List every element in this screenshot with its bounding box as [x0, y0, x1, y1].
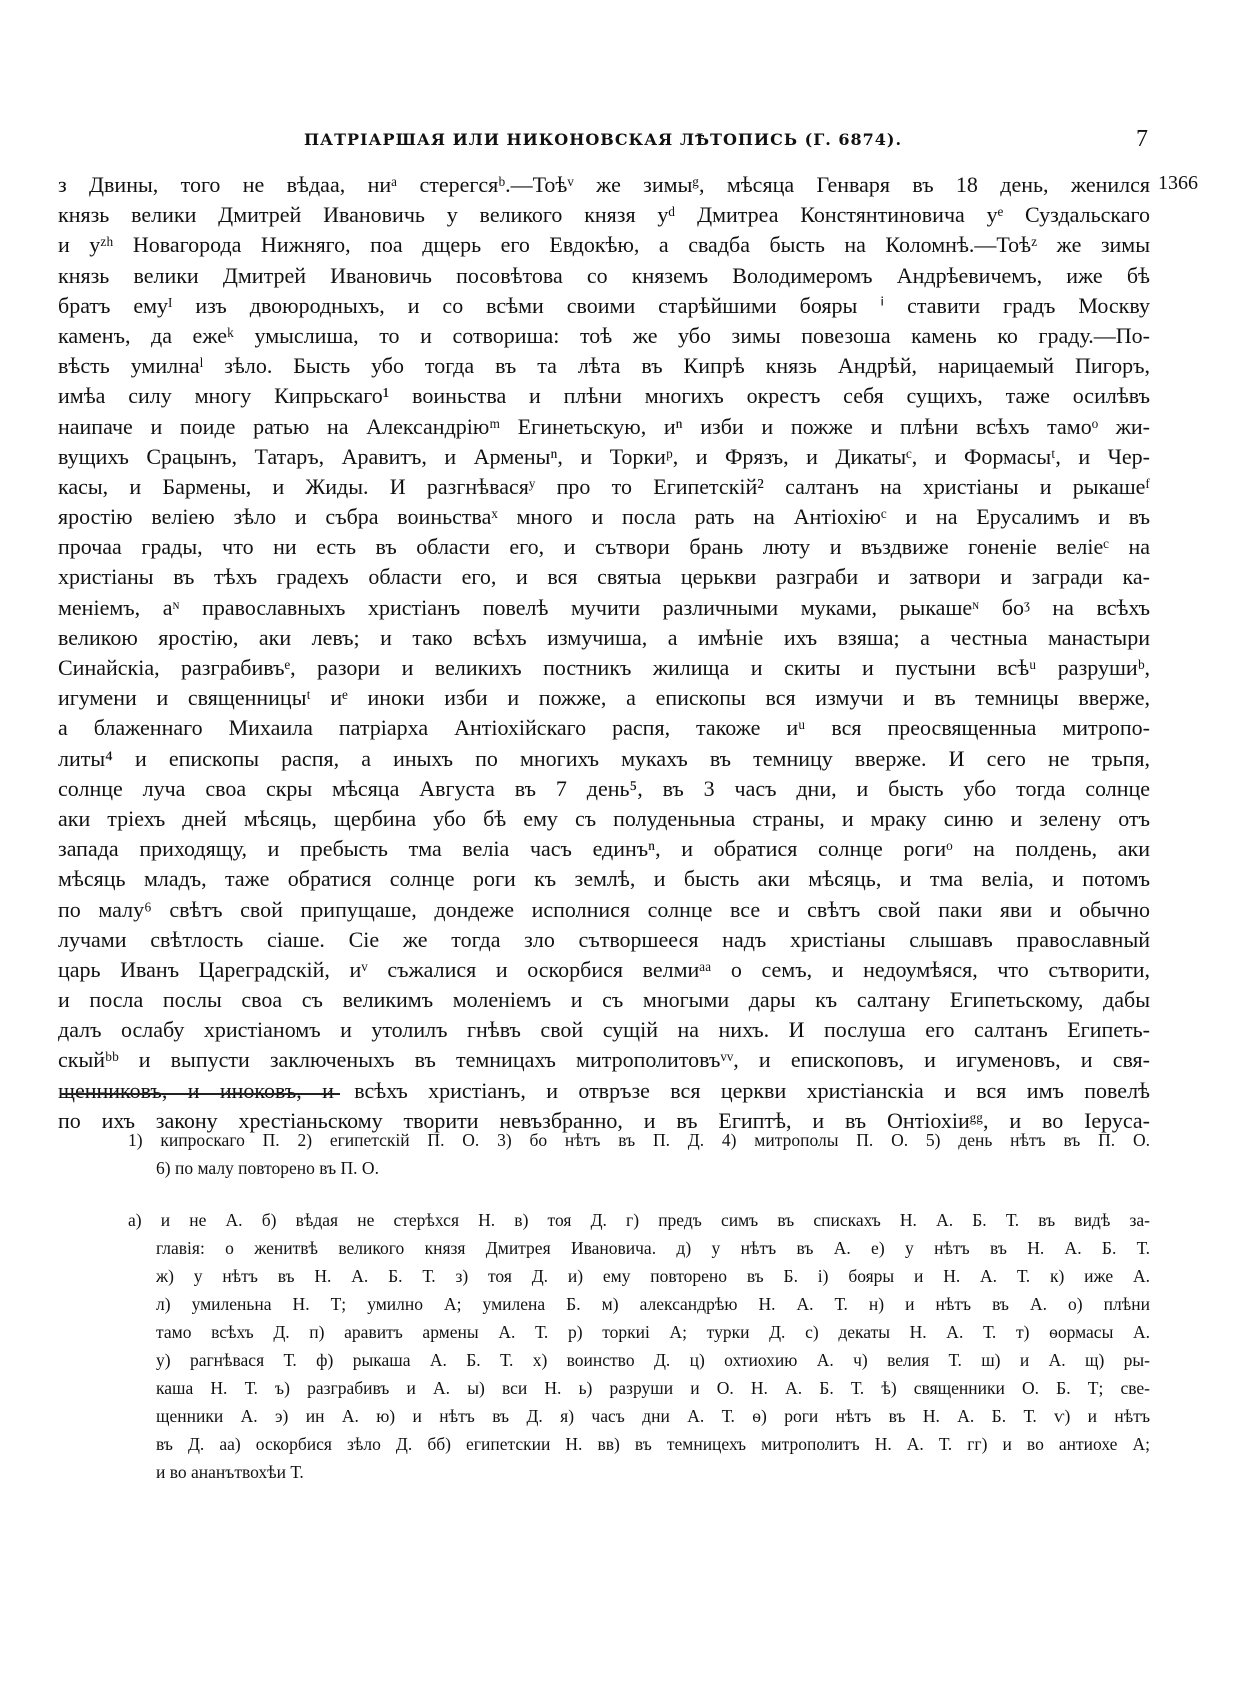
numbered-variants [128, 1126, 1150, 1182]
text-line: и уᶻʰ Новагорода Нижняго, поа дщерь его Евдокѣю, а свадба бысть на Коломнѣ.—Тоѣᶻ же зимы [58, 232, 1150, 258]
text-line: литы⁴ и епископы распя, а иныхъ по многихъ мукахъ въ темницу вверже. И сего не трьпя, [58, 745, 1150, 771]
note-line: а) и не А. б) вѣдая не стерѣхся Н. в) тоя Д. г) предъ симъ въ спискахъ Н. А. Б. Т. въ видѣ за- [128, 1210, 1150, 1230]
text-line: братъ емуᴵ изъ двоюродныхъ, и со всѣми своими старѣйшими бояры ⁱ ставити градъ Москву [58, 292, 1150, 318]
text-line: царь Иванъ Цареградскій, иᵛ съжалися и оскорбися велмиᵃᵃ о семъ, и недоумѣяся, что сътворити, [58, 956, 1150, 982]
note-line: у) рагнѣвася Т. ф) рыкаша А. Б. Т. х) воинство Д. ц) охтиохию А. ч) велия Т. ш) и А. щ) ры- [156, 1350, 1150, 1370]
text-line: прочаа грады, что ни есть въ области его, и сътвори брань люту и въздвиже гоненіе веліеᶜ на [58, 534, 1150, 560]
margin-year: 1366 [1158, 172, 1198, 194]
text-line: игумени и священницыᵗ иᵉ иноки изби и пожже, а епископы вся измучи и въ темницы вверже, [58, 685, 1150, 711]
text-line: скыйᵇᵇ и выпусти заключеныхъ въ темницахъ митрополитовъᵛᵛ, и епископовъ, и игуменовъ, и свя- [58, 1047, 1150, 1073]
lettered-notes [128, 1206, 1150, 1486]
note-line: щенники А. э) ин А. ю) и нѣтъ въ Д. я) часъ дни А. Т. ѳ) роги нѣтъ въ Н. А. Б. Т. ѵ) и нѣтъ [156, 1406, 1150, 1426]
variant-line: 1) кипроскаго П. 2) египетскій П. О. 3) бо нѣтъ въ П. Д. 4) митрополы П. О. 5) день нѣтъ въ П. О. [128, 1130, 1150, 1150]
text-line: по малу⁶ свѣтъ свой припущаше, дондеже исполнися солнце все и свѣтъ свой паки яви и обычно [58, 896, 1150, 922]
note-line: въ Д. аа) оскорбися зѣло Д. бб) египетскии Н. вв) въ темницехъ митрополитъ Н. А. Т. гг) и во антиохе А; [156, 1434, 1150, 1454]
text-line: имѣа силу многу Кипрьскаго¹ воиньства и плѣни многихъ окрестъ себя сущихъ, таже осилѣвъ [58, 383, 1150, 409]
text-line: великою яростію, аки левъ; и тако всѣхъ измучиша, а имѣніе ихъ взяша; а честныа манастыри [58, 624, 1150, 650]
text-line: запада приходящу, и пребысть тма веліа часъ единъⁿ, и обратися солнце рогиᵒ на полдень, аки [58, 836, 1150, 862]
text-line: вущихъ Срацынъ, Татаръ, Аравитъ, и Арменыⁿ, и Торкиᵖ, и Фрязъ, и Дикатыᶜ, и Формасыᵗ, и Чер- [58, 443, 1150, 469]
text-line: христіаны въ тѣхъ градехъ области его, и вся святыа церькви разграби и затвори и загради ка- [58, 564, 1150, 590]
text-line: Синайскіа, разграбивъᵉ, разори и великихъ постникъ жилища и скиты и пустыни всѣᵘ разрушиᵇ, [58, 655, 1150, 680]
footnote-rule [60, 1093, 340, 1095]
note-line: л) умиленьна Н. Т; умилно А; умилена Б. м) александрѣю Н. А. Т. н) и нѣтъ въ А. о) плѣни [156, 1294, 1150, 1314]
text-line: мѣсяць младъ, таже обратися солнце роги къ землѣ, и бысть аки мѣсяць, и тма веліа, и потомъ [58, 866, 1150, 892]
text-line: а блаженнаго Михаила патріарха Антіохійскаго распя, такоже иᵘ вся преосвященныа митропо- [58, 715, 1150, 741]
text-line: щенниковъ, и иноковъ, и всѣхъ христіанъ, и отвръзе вся церкви христіанскіа и вся имъ повелѣ [58, 1077, 1150, 1103]
text-line: и посла послы своа съ великимъ моленіемъ и съ многыми дары къ салтану Египетьскому, дабы [58, 987, 1150, 1013]
text-line: лучами свѣтлость сіаше. Сіе же тогда зло сътворшееся надъ христіаны слышавъ православный [58, 926, 1150, 952]
running-head [58, 126, 1148, 154]
page-number: 7 [1136, 126, 1148, 152]
text-line: по ихъ закону хрестіаньскому творити невъзбранно, и въ Египтѣ, и въ Онтіохіиᵍᵍ, и во Іеруса- [58, 1107, 1150, 1133]
text-line: каменъ, да ежеᵏ умыслиша, то и сотвориша: тоѣ же убо зимы повезоша камень ко граду.—По- [58, 322, 1150, 348]
text-line: яростію веліею зѣло и събра воиньстваˣ много и посла рать на Антіохіюᶜ и на Ерусалимъ и въ [58, 504, 1150, 530]
text-line: солнце луча своа скры мѣсяца Августа въ 7 день⁵, въ 3 часъ дни, и бысть убо тогда солнце [58, 775, 1150, 801]
text-line: вѣсть умилнаˡ зѣло. Бысть убо тогда въ та лѣта въ Кипрѣ князь Андрѣй, нарицаемый Пигоръ, [58, 353, 1150, 379]
text-line: далъ ослабу христіаномъ и утолилъ гнѣвъ свой сущій на нихъ. И послуша его салтанъ Египеть- [58, 1017, 1150, 1043]
note-line: тамо всѣхъ Д. п) аравитъ армены А. Т. р) торкиі А; турки Д. с) декаты Н. А. Т. т) ѳормасы А. [156, 1322, 1150, 1342]
text-line: меніемъ, аᶰ православныхъ христіанъ повелѣ мучити различными муками, рыкашеᶰ боᶾ на всѣхъ [58, 594, 1150, 620]
note-line: каша Н. Т. ъ) разграбивъ и А. ы) вси Н. ь) разруши и О. Н. А. Б. Т. ѣ) священники О. Б. Т; све- [156, 1378, 1150, 1398]
running-title: ПАТРІАРШАЯ ИЛИ НИКОНОВСКАЯ ЛѢТОПИСЬ (Г. 6874). [303, 130, 903, 149]
note-line: ж) у нѣтъ въ Н. А. Б. Т. з) тоя Д. и) ему повторено въ Б. і) бояры и Н. А. Т. к) иже А. [156, 1266, 1150, 1286]
text-line: наипаче и поиде ратью на Александріюᵐ Егинетьскую, иⁿ изби и пожже и плѣни всѣхъ тамоᵒ жи- [58, 413, 1150, 439]
note-line: главія: о женитвѣ великого князя Дмитрея Ивановича. д) у нѣтъ въ А. е) у нѣтъ въ Н. А. Б. Т. [156, 1238, 1150, 1258]
variant-line: 6) по малу повторено въ П. О. [156, 1158, 379, 1178]
note-line: и во ананътвохѣи Т. [156, 1462, 304, 1482]
text-line: з Двины, того не вѣдаа, ниᵃ стерегсяᵇ.—Тоѣᵛ же зимыᵍ, мѣсяца Генваря въ 18 день, женился [58, 172, 1150, 197]
text-line: аки тріехъ дней мѣсяць, щербина убо бѣ ему съ полуденьныа страны, и мраку синю и зелену отъ [58, 805, 1150, 831]
text-line: князь велики Дмитрей Ивановичь у великого князя уᵈ Дмитреа Констянтиновича уᵉ Суздальскаго [58, 202, 1150, 228]
text-line: касы, и Бармены, и Жиды. И разгнѣвасяʸ про то Египетскій² салтанъ на христіаны и рыкашеᶠ [58, 473, 1150, 499]
main-text [58, 170, 1150, 1136]
text-line: князь велики Дмитрей Ивановичь посовѣтова со княземъ Володимеромъ Андрѣевичемъ, иже бѣ [58, 262, 1150, 288]
